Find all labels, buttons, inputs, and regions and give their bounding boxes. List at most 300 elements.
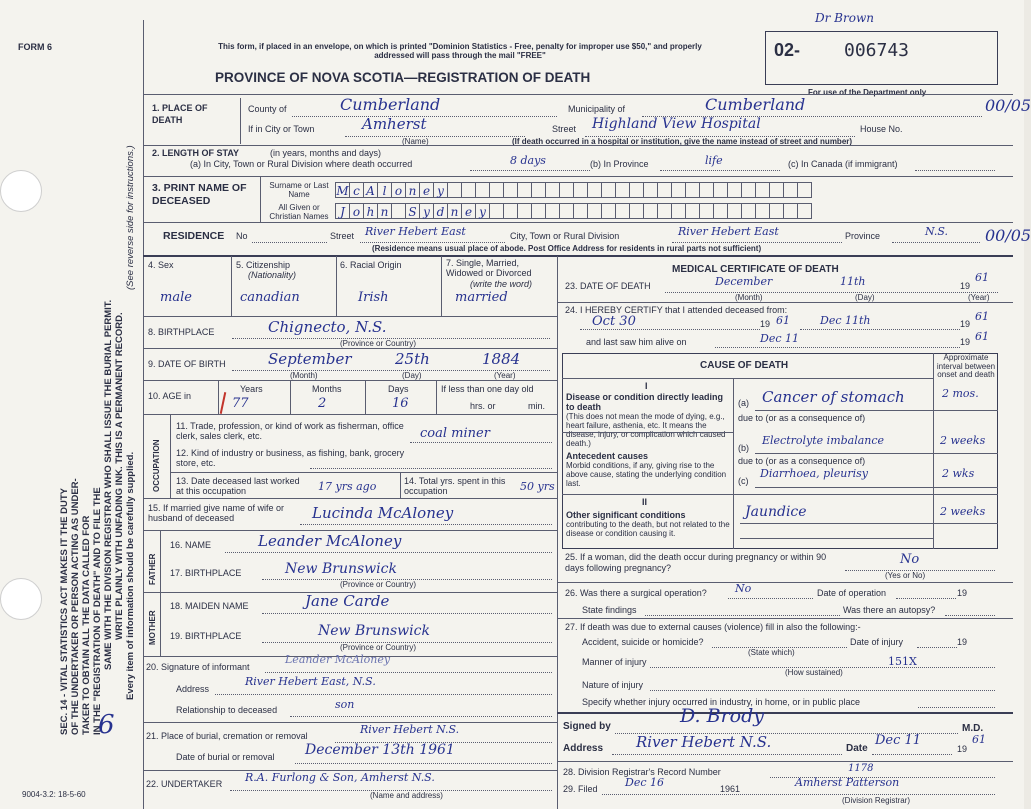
informant-address-line bbox=[215, 694, 552, 695]
registration-number: 006743 bbox=[844, 40, 910, 61]
age-div-2 bbox=[365, 380, 366, 414]
marital-sub: (write the word) bbox=[470, 279, 533, 289]
father-bp-label: 17. BIRTHPLACE bbox=[170, 568, 242, 578]
given-letter-box bbox=[531, 203, 546, 219]
rule-q28 bbox=[557, 761, 1013, 762]
death-day: 11th bbox=[840, 275, 866, 288]
margin-code-2: 00/05 bbox=[985, 226, 1031, 245]
burial-place-label: 21. Place of burial, cremation or removal bbox=[146, 731, 308, 741]
relationship-value: son bbox=[335, 698, 355, 711]
residence-label: RESIDENCE bbox=[163, 230, 225, 242]
burial-date-label: Date of burial or removal bbox=[176, 752, 275, 762]
citizenship-value: canadian bbox=[240, 290, 300, 305]
burial-place-value: River Hebert N.S. bbox=[360, 723, 460, 736]
undertaker-label: 22. UNDERTAKER bbox=[146, 779, 223, 789]
municipality-label: Municipality of bbox=[568, 104, 626, 114]
given-letter-box bbox=[601, 203, 616, 219]
wife-label: 15. If married give name of wife or husband of deceased bbox=[148, 503, 285, 523]
how-sustained: (How sustained) bbox=[785, 668, 843, 677]
other-label: Other significant conditions bbox=[566, 510, 686, 520]
a26-value: No bbox=[735, 582, 752, 595]
stay-b-label: (b) In Province bbox=[590, 159, 649, 169]
dept-use: For use of the Department only bbox=[808, 88, 927, 97]
signed-value: D. Brody bbox=[680, 705, 765, 727]
q29-label: 29. Filed bbox=[563, 784, 598, 794]
mother-bp-sub: (Province or Country) bbox=[340, 643, 417, 652]
given-letter-box: n bbox=[447, 203, 462, 219]
street-value: Highland View Hospital bbox=[592, 116, 761, 132]
signed-label: Signed by bbox=[563, 721, 611, 732]
father-bp-sub: (Province or Country) bbox=[340, 580, 417, 589]
date-year: 61 bbox=[972, 733, 986, 746]
form-number: FORM 6 bbox=[18, 42, 53, 52]
interval-header: Approximate interval between onset and death bbox=[936, 353, 996, 379]
rule-father bbox=[143, 530, 557, 531]
residence-province-value: N.S. bbox=[925, 225, 949, 238]
stay-b-line bbox=[660, 170, 780, 171]
given-letter-box bbox=[769, 203, 784, 219]
surname-letter-box: o bbox=[391, 182, 406, 198]
rule-stay bbox=[143, 145, 1013, 146]
last-seen-label: and last saw him alive on bbox=[586, 337, 687, 347]
county-value: Cumberland bbox=[340, 95, 441, 114]
death-day-sub: (Day) bbox=[855, 293, 875, 302]
from-date: Oct 30 bbox=[592, 314, 636, 329]
rule-q24 bbox=[557, 302, 1013, 303]
cause-b-line bbox=[755, 453, 933, 454]
residence-province-label: Province bbox=[845, 231, 881, 241]
address-line bbox=[612, 754, 842, 755]
interval-c-line bbox=[933, 487, 998, 488]
surname-letter-box bbox=[699, 182, 714, 198]
form-code: 9004-3.2: 18-5-60 bbox=[22, 790, 86, 799]
from-year: 61 bbox=[776, 314, 790, 327]
nature-line bbox=[650, 690, 995, 691]
q11-value: coal miner bbox=[420, 426, 490, 441]
father-name-line bbox=[225, 552, 552, 553]
q23-label: 23. DATE OF DEATH bbox=[565, 281, 651, 291]
mother-vert-div bbox=[160, 592, 161, 656]
q26-label: 26. Was there a surgical operation? bbox=[565, 588, 707, 598]
rule-burial bbox=[143, 722, 557, 723]
antecedent-label: Antecedent causes bbox=[566, 451, 649, 461]
surname-letter-box: c bbox=[349, 182, 364, 198]
age-div-3 bbox=[436, 380, 437, 414]
surname-letter-box: M bbox=[336, 184, 349, 198]
surname-letter-box bbox=[489, 182, 504, 198]
city-value: Amherst bbox=[362, 115, 427, 133]
citizenship-label: 5. Citizenship bbox=[236, 260, 291, 270]
residence-city-label: City, Town or Rural Division bbox=[510, 231, 620, 241]
years-value: 77 bbox=[232, 396, 249, 411]
months-label: Months bbox=[312, 384, 342, 394]
date-value: Dec 11 bbox=[875, 733, 922, 748]
q13-label: 13. Date deceased last worked at this occupation bbox=[176, 476, 300, 496]
surname-letter-box bbox=[601, 182, 616, 198]
col-div-1 bbox=[231, 256, 232, 316]
last-year-prefix: 19 bbox=[960, 337, 971, 347]
informant-address-value: River Hebert East, N.S. bbox=[245, 675, 376, 688]
surname-letter-box bbox=[643, 182, 658, 198]
informant-sig-line bbox=[265, 672, 552, 673]
a26-line bbox=[728, 598, 813, 599]
surname-grid bbox=[336, 182, 812, 198]
punch-hole-top bbox=[0, 170, 42, 212]
interval-c: 2 wks bbox=[942, 467, 975, 480]
dob-month: September bbox=[268, 350, 352, 368]
given-letter-box: J bbox=[335, 203, 350, 219]
occ-vert-div bbox=[170, 414, 171, 498]
reverse-note: (See reverse side for instructions.) bbox=[125, 145, 136, 290]
given-letter-box: e bbox=[461, 203, 476, 219]
surname-letter-box bbox=[545, 182, 560, 198]
antecedent-note: Morbid conditions, if any, giving rise to the above cause, stating the underlying condition last. bbox=[566, 461, 727, 488]
birthplace-value: Chignecto, N.S. bbox=[268, 318, 387, 336]
mother-bp-label: 19. BIRTHPLACE bbox=[170, 631, 242, 641]
date-label: Date bbox=[846, 743, 868, 754]
city-label: If in City or Town bbox=[248, 124, 315, 134]
from-year-prefix: 19 bbox=[760, 319, 771, 329]
to-year-prefix: 19 bbox=[960, 319, 971, 329]
given-letter-box bbox=[727, 203, 742, 219]
cause-b: Electrolyte imbalance bbox=[762, 434, 885, 447]
nature-label: Nature of injury bbox=[582, 680, 644, 690]
state-findings-line bbox=[645, 615, 840, 616]
cause-a: Cancer of stomach bbox=[762, 388, 905, 406]
surname-letter-box bbox=[769, 182, 784, 198]
rule-top bbox=[143, 94, 1013, 95]
q27-label: 27. If death was due to external causes (violence) fill in also the following:- bbox=[565, 622, 861, 632]
manner-label: Manner of injury bbox=[582, 657, 647, 667]
top-note: Dr Brown bbox=[815, 11, 874, 25]
q12-label: 12. Kind of industry or business, as fishing, bank, grocery store, etc. bbox=[176, 448, 405, 468]
registrar-sub: (Division Registrar) bbox=[842, 796, 911, 805]
due-to-a: due to (or as a consequence of) bbox=[738, 413, 866, 423]
given-letter-box bbox=[671, 203, 686, 219]
surname-letter-box bbox=[573, 182, 588, 198]
given-letter-box: y bbox=[475, 203, 490, 219]
rule-birthplace bbox=[143, 316, 557, 317]
given-label: All Given or Christian Names bbox=[269, 203, 329, 221]
last-year: 61 bbox=[975, 330, 989, 343]
wife-line bbox=[300, 524, 552, 525]
cause-col-div bbox=[733, 378, 734, 549]
antecedent-rule bbox=[562, 432, 733, 433]
marital-label: 7. Single, Married, Widowed or Divorced bbox=[446, 258, 532, 278]
residence-street-line bbox=[360, 242, 505, 243]
days-label: Days bbox=[388, 384, 409, 394]
surname-letter-box bbox=[685, 182, 700, 198]
cause-c: Diarrhoea, pleurisy bbox=[760, 467, 868, 480]
informant-sig-value: Leander McAloney bbox=[285, 653, 391, 666]
father-bp-value: New Brunswick bbox=[285, 561, 397, 577]
residence-no-label: No bbox=[236, 231, 248, 241]
given-letter-box bbox=[545, 203, 560, 219]
surname-letter-box bbox=[615, 182, 630, 198]
city-line bbox=[345, 136, 525, 137]
surname-letter-box bbox=[741, 182, 756, 198]
interval-a-line bbox=[933, 410, 998, 411]
hrs-label: hrs. or bbox=[470, 401, 496, 411]
address-value: River Hebert N.S. bbox=[636, 733, 772, 751]
residence-no-line bbox=[252, 242, 327, 243]
given-letter-box bbox=[587, 203, 602, 219]
surname-letter-box bbox=[517, 182, 532, 198]
cause-header-rule bbox=[562, 378, 933, 379]
residence-city-line bbox=[672, 242, 842, 243]
injury-year: 19 bbox=[957, 637, 968, 647]
surname-letter-box bbox=[587, 182, 602, 198]
county-label: County of bbox=[248, 104, 287, 114]
citizenship-sub: (Nationality) bbox=[248, 270, 297, 280]
q28-label: 28. Division Registrar's Record Number bbox=[563, 767, 721, 777]
punch-hole-bottom bbox=[0, 578, 42, 620]
given-letter-box: d bbox=[433, 203, 448, 219]
filed-value: Dec 16 bbox=[625, 776, 664, 789]
sex-label: 4. Sex bbox=[148, 260, 174, 270]
residence-street-label: Street bbox=[330, 231, 355, 241]
disease-label: Disease or condition directly leading to death bbox=[566, 392, 724, 412]
disease-note: (This does not mean the mode of dying, e.g., heart failure, asthenia, etc. It means the disease, injury, or complication which caused death.) bbox=[566, 412, 726, 448]
last-seen-line bbox=[715, 347, 960, 348]
specify-line bbox=[918, 707, 995, 708]
law-text-line-5: SAME WITH THE DIVISION REGISTRAR WHO SHALL ISSUE THE BURIAL PERMIT. bbox=[103, 299, 114, 670]
medical-title: MEDICAL CERTIFICATE OF DEATH bbox=[672, 264, 839, 275]
relationship-line bbox=[290, 716, 552, 717]
law-text-line-2: OF THE UNDERTAKER OR PERSON ACTING AS UNDER- bbox=[70, 478, 81, 735]
a-prefix: (a) bbox=[738, 398, 749, 408]
mother-name-value: Jane Carde bbox=[305, 592, 390, 610]
given-letter-box: o bbox=[349, 203, 364, 219]
col-div-2 bbox=[336, 256, 337, 316]
rule-occupation bbox=[143, 414, 557, 415]
rule-signed bbox=[557, 712, 1013, 714]
given-letter-box bbox=[755, 203, 770, 219]
marital-value: married bbox=[455, 290, 508, 305]
given-letter-box: y bbox=[419, 203, 434, 219]
stay-label: 2. LENGTH OF STAY bbox=[152, 148, 240, 158]
death-year: 61 bbox=[975, 271, 989, 284]
place-label: 1. PLACE OF DEATH bbox=[152, 103, 208, 125]
interval-other: 2 weeks bbox=[940, 505, 986, 518]
years-label: Years bbox=[240, 384, 263, 394]
margin-mark: 6 bbox=[98, 710, 115, 740]
a25-sub: (Yes or No) bbox=[885, 571, 926, 580]
given-letter-box bbox=[741, 203, 756, 219]
q11-label: 11. Trade, profession, or kind of work as fisherman, office clerk, sales clerk, etc. bbox=[176, 421, 404, 441]
date-line bbox=[872, 754, 952, 755]
surname-letter-box bbox=[755, 182, 770, 198]
father-vertical: FATHER bbox=[148, 553, 157, 585]
q29-line bbox=[602, 794, 995, 795]
sex-value: male bbox=[160, 290, 192, 305]
manner-code: 151X bbox=[888, 655, 917, 668]
q24-label: 24. I HEREBY CERTIFY that I attended deceased from: bbox=[565, 305, 788, 315]
dob-year-sub: (Year) bbox=[494, 371, 516, 380]
surname-letter-box bbox=[783, 182, 798, 198]
stay-a-label: (a) In City, Town or Rural Division where death occurred bbox=[190, 159, 413, 169]
law-text-line-6: WRITE PLAINLY WITH UNFADING INK. THIS IS A PERMANENT RECORD. bbox=[114, 312, 125, 640]
dob-year: 1884 bbox=[482, 350, 521, 368]
given-letter-box bbox=[573, 203, 588, 219]
given-letter-box bbox=[783, 203, 798, 219]
injury-date-label: Date of injury bbox=[850, 637, 904, 647]
red-check-mark bbox=[220, 392, 227, 414]
dob-day-sub: (Day) bbox=[402, 371, 422, 380]
racial-label: 6. Racial Origin bbox=[340, 260, 402, 270]
op-date-line bbox=[896, 598, 956, 599]
surname-letter-box bbox=[461, 182, 476, 198]
rule-q13 bbox=[170, 472, 557, 473]
surname-letter-box bbox=[797, 182, 812, 198]
rule-main bbox=[143, 255, 1013, 257]
burial-date-value: December 13th 1961 bbox=[305, 742, 455, 758]
residence-city-value: River Hebert East bbox=[678, 225, 779, 238]
to-year: 61 bbox=[975, 310, 989, 323]
b-prefix: (b) bbox=[738, 443, 749, 453]
age-div-0 bbox=[218, 380, 219, 414]
informant-sig-label: 20. Signature of informant bbox=[146, 662, 250, 672]
residence-street-value: River Hebert East bbox=[365, 225, 466, 238]
stay-a-value: 8 days bbox=[510, 154, 546, 167]
state-findings-label: State findings bbox=[582, 605, 637, 615]
other-value: Jaundice bbox=[745, 504, 807, 520]
surname-letter-box bbox=[629, 182, 644, 198]
father-name-value: Leander McAloney bbox=[258, 532, 402, 550]
surname-letter-box: l bbox=[377, 182, 392, 198]
record-number: 1178 bbox=[848, 763, 874, 774]
stay-b-value: life bbox=[705, 154, 723, 167]
residence-province-line bbox=[892, 242, 980, 243]
surname-letter-box bbox=[671, 182, 686, 198]
a25-value: No bbox=[900, 552, 920, 567]
form-title: PROVINCE OF NOVA SCOTIA—REGISTRATION OF DEATH bbox=[215, 70, 591, 85]
rule-q27 bbox=[557, 618, 1013, 619]
stay-a-line bbox=[470, 170, 590, 171]
surname-letter-box bbox=[531, 182, 546, 198]
surname-letter-box bbox=[559, 182, 574, 198]
name-label: 3. PRINT NAME OF DECEASED bbox=[152, 182, 247, 207]
dob-day: 25th bbox=[395, 350, 430, 368]
rule-dob bbox=[143, 348, 557, 349]
supply-note: Every item of information should be carefully supplied. bbox=[125, 451, 136, 700]
municipality-value: Cumberland bbox=[705, 95, 806, 114]
stay-c-line bbox=[915, 170, 995, 171]
registrar-value: Amherst Patterson bbox=[795, 776, 900, 789]
given-letter-box bbox=[643, 203, 658, 219]
cause-a-line bbox=[755, 410, 933, 411]
wife-value: Lucinda McAloney bbox=[312, 504, 454, 522]
rule-q26 bbox=[557, 582, 1013, 583]
mail-notice: This form, if placed in an envelope, on which is printed "Dominion Statistics - Free, penalty for improper use $50," and properly addressed will pass through the mail "FREE" bbox=[218, 42, 702, 60]
interval-other-line bbox=[933, 523, 998, 524]
relationship-label: Relationship to deceased bbox=[176, 705, 278, 715]
section-I: I bbox=[645, 381, 648, 391]
surname-letter-box bbox=[713, 182, 728, 198]
given-letter-box bbox=[797, 203, 812, 219]
name-divider bbox=[260, 176, 261, 222]
rule-age bbox=[143, 380, 557, 381]
hospital-note: (If death occurred in a hospital or institution, give the name instead of street and number) bbox=[512, 137, 853, 146]
rule-wife bbox=[143, 498, 557, 499]
months-value: 2 bbox=[318, 396, 327, 411]
q14-div bbox=[400, 472, 401, 498]
given-letter-box bbox=[517, 203, 532, 219]
law-text-line-4: IN THE "REGISTRATION OF DEATH" AND TO FILE THE bbox=[92, 487, 103, 735]
age-label: 10. AGE in bbox=[148, 391, 192, 401]
given-letter-box bbox=[699, 203, 714, 219]
informant-address-label: Address bbox=[176, 684, 210, 694]
q14-value: 50 yrs bbox=[520, 480, 555, 493]
section-II-rule bbox=[562, 494, 998, 495]
cause-c-line bbox=[755, 487, 933, 488]
q14-label: 14. Total yrs. spent in this occupation bbox=[404, 476, 506, 496]
last-seen-value: Dec 11 bbox=[760, 332, 799, 345]
other-note: contributing to the death, but not related to the disease or condition causing it. bbox=[566, 520, 730, 538]
injury-date-line bbox=[917, 647, 957, 648]
state-which: (State which) bbox=[748, 648, 795, 657]
interval-b-line bbox=[933, 453, 998, 454]
father-name-label: 16. NAME bbox=[170, 540, 212, 550]
mother-name-line bbox=[262, 613, 552, 614]
mother-name-label: 18. MAIDEN NAME bbox=[170, 601, 249, 611]
death-year-sub: (Year) bbox=[968, 293, 990, 302]
stay-c-label: (c) In Canada (if immigrant) bbox=[788, 159, 898, 169]
city-sub: (Name) bbox=[402, 137, 429, 146]
filed-year: 1961 bbox=[720, 784, 741, 794]
to-line bbox=[800, 329, 960, 330]
q13-value: 17 yrs ago bbox=[318, 480, 377, 493]
rule-name bbox=[143, 176, 1013, 177]
middle-divider bbox=[557, 256, 558, 809]
surname-letter-box bbox=[657, 182, 672, 198]
given-letter-box bbox=[629, 203, 644, 219]
father-vert-div bbox=[160, 530, 161, 592]
surname-letter-box: n bbox=[405, 182, 420, 198]
given-letter-box: S bbox=[405, 203, 420, 219]
stay-unit-note: (in years, months and days) bbox=[270, 148, 382, 158]
surname-letter-box bbox=[475, 182, 490, 198]
residence-note: (Residence means usual place of abode. Post Office Address for residents in rural parts not sufficient) bbox=[372, 244, 762, 253]
undertaker-sub: (Name and address) bbox=[370, 791, 443, 800]
q12-line bbox=[310, 468, 552, 469]
from-line bbox=[580, 329, 760, 330]
address-label: Address bbox=[563, 743, 604, 754]
occupation-vertical: OCCUPATION bbox=[152, 439, 161, 492]
given-letter-box: n bbox=[377, 203, 392, 219]
place-bracket bbox=[240, 98, 241, 144]
q25-label: 25. If a woman, did the death occur during pregnancy or within 90 days following pregnancy? bbox=[565, 552, 827, 573]
rule-residence bbox=[143, 222, 1013, 223]
surname-letter-box: A bbox=[363, 182, 378, 198]
margin-code-1: 00/05 bbox=[985, 96, 1031, 115]
given-letter-box bbox=[713, 203, 728, 219]
racial-value: Irish bbox=[358, 290, 389, 305]
to-date: Dec 11th bbox=[820, 314, 871, 327]
registration-number-box bbox=[765, 31, 998, 85]
street-label: Street bbox=[552, 124, 577, 134]
interval-a: 2 mos. bbox=[942, 387, 979, 400]
death-year-prefix: 19 bbox=[960, 281, 971, 291]
days-value: 16 bbox=[392, 396, 409, 411]
col-div-3 bbox=[441, 256, 442, 316]
other-line-1 bbox=[740, 523, 933, 524]
mother-vertical: MOTHER bbox=[148, 610, 157, 645]
burial-date-line bbox=[295, 763, 552, 764]
age-div-1 bbox=[290, 380, 291, 414]
law-text-line-1: SEC. 14 - VITAL STATISTICS ACT MAKES IT THE DUTY bbox=[59, 487, 70, 735]
dob-month-sub: (Month) bbox=[290, 371, 318, 380]
